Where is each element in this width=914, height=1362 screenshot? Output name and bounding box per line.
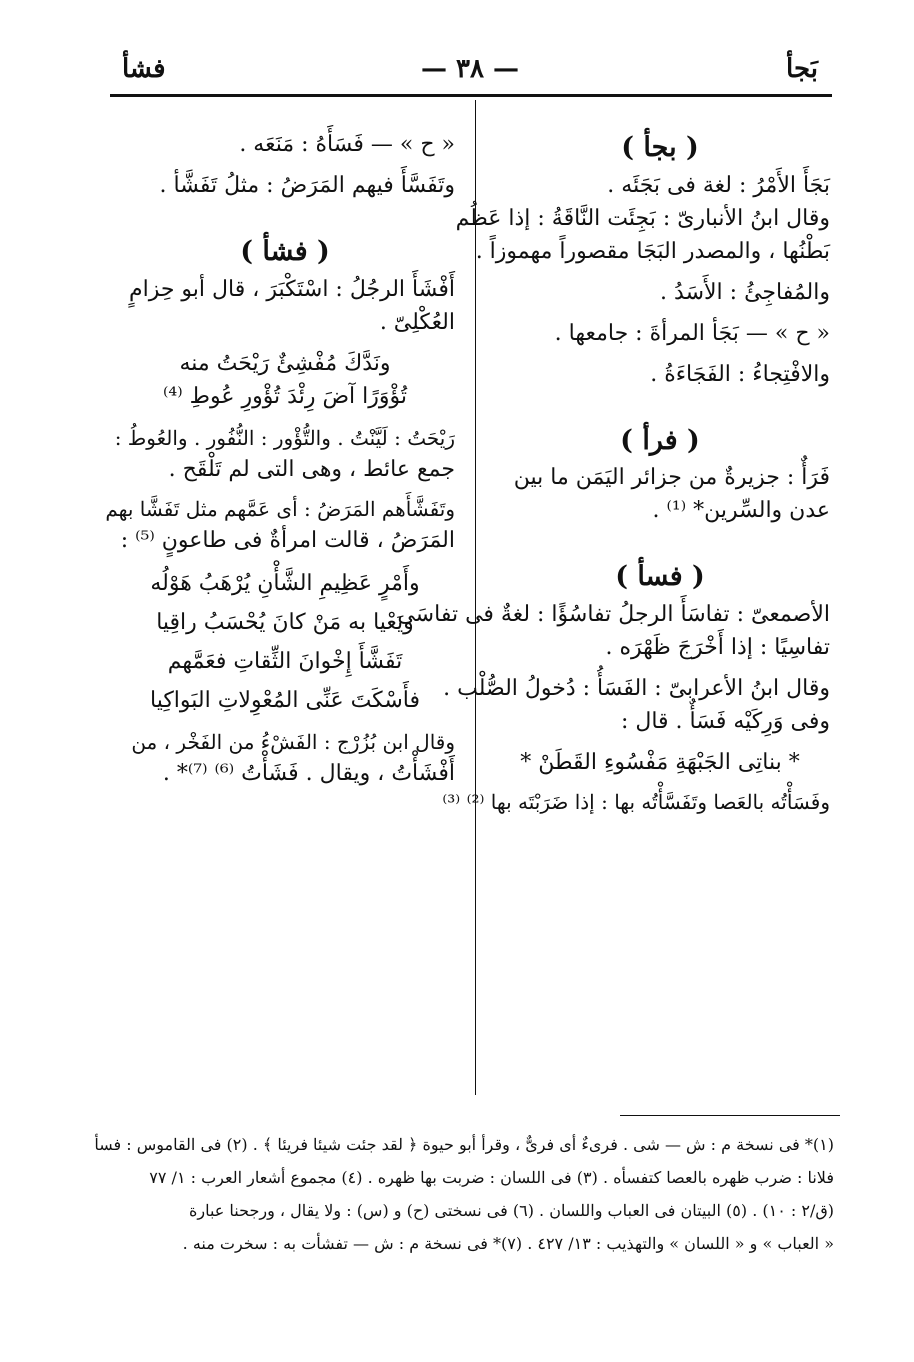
entry-line: والمُفاجِئُ : الأَسَدُ . [660,279,830,305]
header-root-left: فشأ [122,54,166,84]
entry-line: « ح » — فَسَأَهُ : مَنَعَه . [239,132,455,157]
entry-line: أَفْشَأَ الرجُلُ : اسْتَكْبَرَ ، قال أبو حِزامٍ [128,276,455,302]
entry-line: جمع عائط ، وهى التى لم تَلْقَح . [168,456,455,482]
entry-line: « ح » — بَجَأ المرأةَ : جامعها . [554,320,830,346]
entry-line: وقال ابن بُزُرْج : الفَشْءُ من الفَخْر ، من [131,729,455,754]
footnote-line: « العباب » و « اللسان » والتهذيب : ١٣/ ٤٢٧ . (٧)* فى نسخة م : ش — تفشأت به : سخرت منه . [182,1234,834,1253]
entry-line: عدن والسِّرين* ⁽¹⁾ . [652,498,830,523]
running-header [110,50,830,94]
verse-line: وأَمْرٍ عَظِيمِ الشَّأْنِ يُرْهَبُ هَوْلُه [150,570,420,596]
footnote-rule [620,1115,840,1116]
footnotes [94,1128,834,1260]
entry-line: وفى وَرِكَيْه فَسَأٌ . قال : [620,708,830,734]
entry-line: الأصمعىّ : تفاسَأَ الرجلُ تفاسُؤًا : لغةٌ فى تفاسَى [397,601,830,627]
verse-line: ونَدَّكَ مُفْشِئٌ رَيْحَتُ منه [179,350,391,376]
entry-heading-fsha: ( فشأ ) [240,236,330,267]
entry-line: وفَسَأْتُه بالعَصا وتَفَسَّأْتُه بها : إذا ضَرَبْتَه بها ⁽²⁾ ⁽³⁾ [442,789,830,814]
entry-line: فَرَأٌ : جزيرةٌ من جزائر اليَمَن ما بين [513,465,830,490]
entry-line: أَفْشَأْتُ ، ويقال . فَشَأْتُ ⁽⁶⁾ ⁽⁷⁾* . [162,760,455,786]
entry-line: وقال ابنُ الأنبارىّ : بَجِئَت النَّاقَةُ : إذا عَظُم [455,205,830,231]
entry-line: بَطْنُها ، والمصدر البَجَا مقصوراً مهموزاً . [475,238,830,264]
header-rule [110,94,832,97]
verse-line: * بناتِى الجَبْهَةِ مَفْسُوءِ القَطَنْ * [520,749,800,775]
verse-line: تُؤْوَرًا آضَ رِئْدَ تُؤْورِ عُوطِ ⁽⁴⁾ [162,383,408,409]
entry-line: وتَفَشَّأَهم المَرَضُ : أى عَمَّهم مثل تَفَشَّا بهم [105,496,455,521]
verse-line: ويَعْيا به مَنْ كانَ يُحْسَبُ راقِيا [156,609,414,635]
verse-line: تَفَشَّأَ إِخْوانَ الثِّقاتِ فعَمَّهم [167,648,403,674]
entry-line: بَجَأَ الأَمْرُ : لغة فى بَجَئَه . [607,172,830,198]
entry-line: وقال ابنُ الأعرابىّ : الفَسَأُ : دُخولُ الصُّلْب . [443,675,830,701]
footnote-line: فلانا : ضرب ظهره بالعصا كتفسأه . (٣) فى اللسان : ضربت بها ظهره . (٤) مجموع أشعار العرب : ١/ ٧٧ [149,1168,834,1187]
entry-heading-fra: ( فرأ ) [620,424,700,456]
entry-heading-bja: ( بجأ ) [621,132,699,163]
entry-line: المَرَضُ ، قالت امرأةٌ فى طاعونٍ ⁽⁵⁾ : [120,527,455,553]
entry-line: رَيْحَتُ : لَيَّنْتُ . والتُّؤْور : النُّفُور . والعُوطُ : [114,425,455,450]
verse-line: فأَسْكَتَ عَنِّى المُعْوِلاتِ البَواكِيا [149,687,420,713]
page-number: — ٣٨ — [420,54,520,84]
header-root-right: بَجأ [786,54,818,84]
entry-line: العُكْلِىّ . [379,309,455,335]
entry-heading-fsa: ( فسأ ) [615,561,705,592]
entry-line: وتَفَسَّأَ فيهم المَرَضُ : مثلُ تَفَشَّأ . [159,173,455,198]
entry-line: تفاسِيًا : إذا أَخْرَجَ ظَهْرَه . [605,634,830,660]
footnote-line: (١)* فى نسخة م : ش — شى . فرىءٌ أى فرىٌّ ، وقرأ أبو حيوة ﴿ لقد جئت شيئا فريئا ﴾ . (٢) فى القاموس : فسأ [94,1135,834,1154]
footnote-line: (ق/٢ : ١٠) . (٥) البيتان فى العباب واللسان . (٦) فى نسختى (ح) و (س) : ولا يقال ، ورجحنا عبارة [188,1201,834,1220]
entry-line: والافْتِجاءُ : الفَجَاءَةُ . [650,361,830,387]
left-column [105,128,455,790]
